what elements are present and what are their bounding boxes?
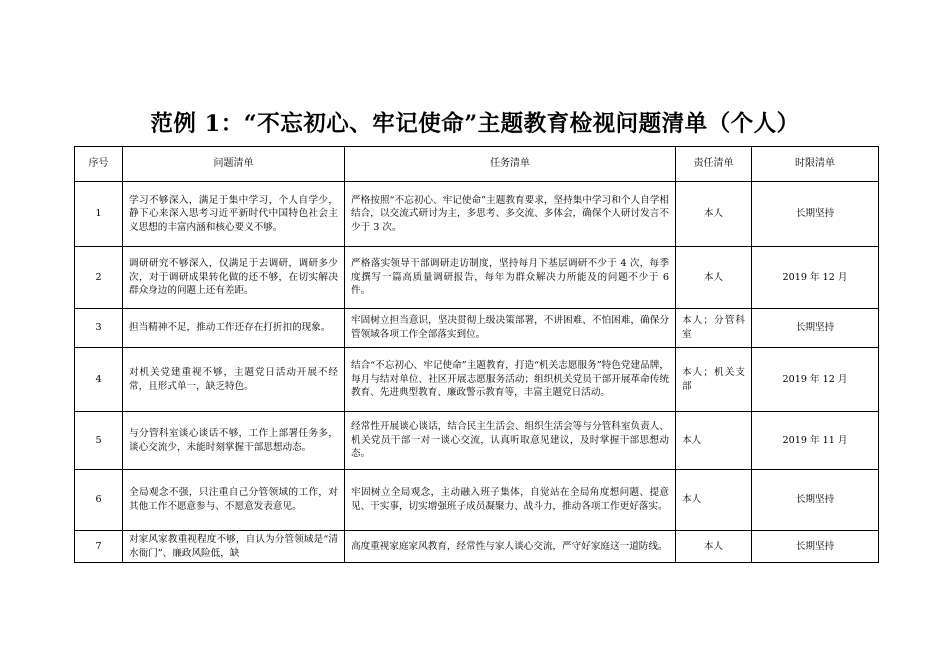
row-no: 7 <box>75 531 123 563</box>
row-owner: 本人；机关支部 <box>676 348 752 412</box>
row-owner: 本人 <box>676 470 752 531</box>
row-no: 3 <box>75 309 123 348</box>
row-task: 结合“不忘初心、牢记使命”主题教育，打造“机关志愿服务”特色党建品牌，每月与结对单位、社区开展志愿服务活动；组织机关党员干部开展革命传统教育、先进典型教育、廉政警示教育等，丰富主题党日活动。 <box>345 348 676 412</box>
header-deadline: 时限清单 <box>752 147 879 182</box>
row-problem: 与分管科室谈心谈话不够，工作上部署任务多，谈心交流少，未能时刻掌握干部思想动态。 <box>123 412 345 470</box>
header-owner: 责任清单 <box>676 147 752 182</box>
header-no: 序号 <box>75 147 123 182</box>
header-task: 任务清单 <box>345 147 676 182</box>
row-deadline: 长期坚持 <box>752 182 879 247</box>
header-row <box>75 147 879 182</box>
row-deadline: 2019 年 12 月 <box>752 247 879 309</box>
table-row <box>75 309 879 348</box>
row-task: 经常性开展谈心谈话，结合民主生活会、组织生活会等与分管科室负责人、机关党员干部一对一谈心交流，认真听取意见建议，及时掌握干部思想动态。 <box>345 412 676 470</box>
row-owner: 本人 <box>676 412 752 470</box>
row-problem: 学习不够深入，满足于集中学习，个人自学少，静下心来深入思考习近平新时代中国特色社会主义思想的丰富内涵和核心要义不够。 <box>123 182 345 247</box>
row-owner: 本人 <box>676 247 752 309</box>
row-problem: 对家风家教重视程度不够，自认为分管领域是“清水衙门”、廉政风险低，缺 <box>123 531 345 563</box>
row-task: 严格落实领导干部调研走访制度，坚持每月下基层调研不少于 4 次，每季度撰写一篇高质量调研报告，每年为群众解决力所能及的问题不少于 6 件。 <box>345 247 676 309</box>
table-row <box>75 348 879 412</box>
row-deadline: 长期坚持 <box>752 531 879 563</box>
row-owner: 本人 <box>676 531 752 563</box>
row-problem: 担当精神不足，推动工作还存在打折扣的现象。 <box>123 309 345 348</box>
table-row <box>75 531 879 563</box>
row-no: 1 <box>75 182 123 247</box>
row-task: 高度重视家庭家风教育，经常性与家人谈心交流，严守好家庭这一道防线。 <box>345 531 676 563</box>
table-row <box>75 247 879 309</box>
row-no: 2 <box>75 247 123 309</box>
row-task: 严格按照“不忘初心、牢记使命”主题教育要求，坚持集中学习和个人自学相结合，以交流式研讨为主，多思考、多交流、多体会，确保个人研讨发言不少于 3 次。 <box>345 182 676 247</box>
row-task: 牢固树立全局观念，主动融入班子集体，自觉站在全局角度想问题、提意见、干实事，切实增强班子成员凝聚力、战斗力，推动各项工作更好落实。 <box>345 470 676 531</box>
table-row <box>75 182 879 247</box>
row-problem: 全局观念不强，只注重自己分管领域的工作，对其他工作不愿意参与、不愿意发表意见。 <box>123 470 345 531</box>
row-deadline: 长期坚持 <box>752 470 879 531</box>
row-problem: 调研研究不够深入，仅满足于去调研，调研多少次，对于调研成果转化做的还不够，在切实解决群众身边的问题上还有差距。 <box>123 247 345 309</box>
row-problem: 对机关党建重视不够，主题党日活动开展不经常，且形式单一，缺乏特色。 <box>123 348 345 412</box>
problem-list-table <box>74 146 879 563</box>
row-task: 牢固树立担当意识，坚决贯彻上级决策部署，不讲困难、不怕困难，确保分管领域各项工作全部落实到位。 <box>345 309 676 348</box>
row-no: 4 <box>75 348 123 412</box>
row-no: 6 <box>75 470 123 531</box>
row-deadline: 2019 年 12 月 <box>752 348 879 412</box>
row-deadline: 2019 年 11 月 <box>752 412 879 470</box>
row-owner: 本人；分管科室 <box>676 309 752 348</box>
row-owner: 本人 <box>676 182 752 247</box>
row-no: 5 <box>75 412 123 470</box>
row-deadline: 长期坚持 <box>752 309 879 348</box>
header-problem: 问题清单 <box>123 147 345 182</box>
page-title: 范例 1：“不忘初心、牢记使命”主题教育检视问题清单（个人） <box>150 111 800 137</box>
table-row <box>75 470 879 531</box>
table-row <box>75 412 879 470</box>
